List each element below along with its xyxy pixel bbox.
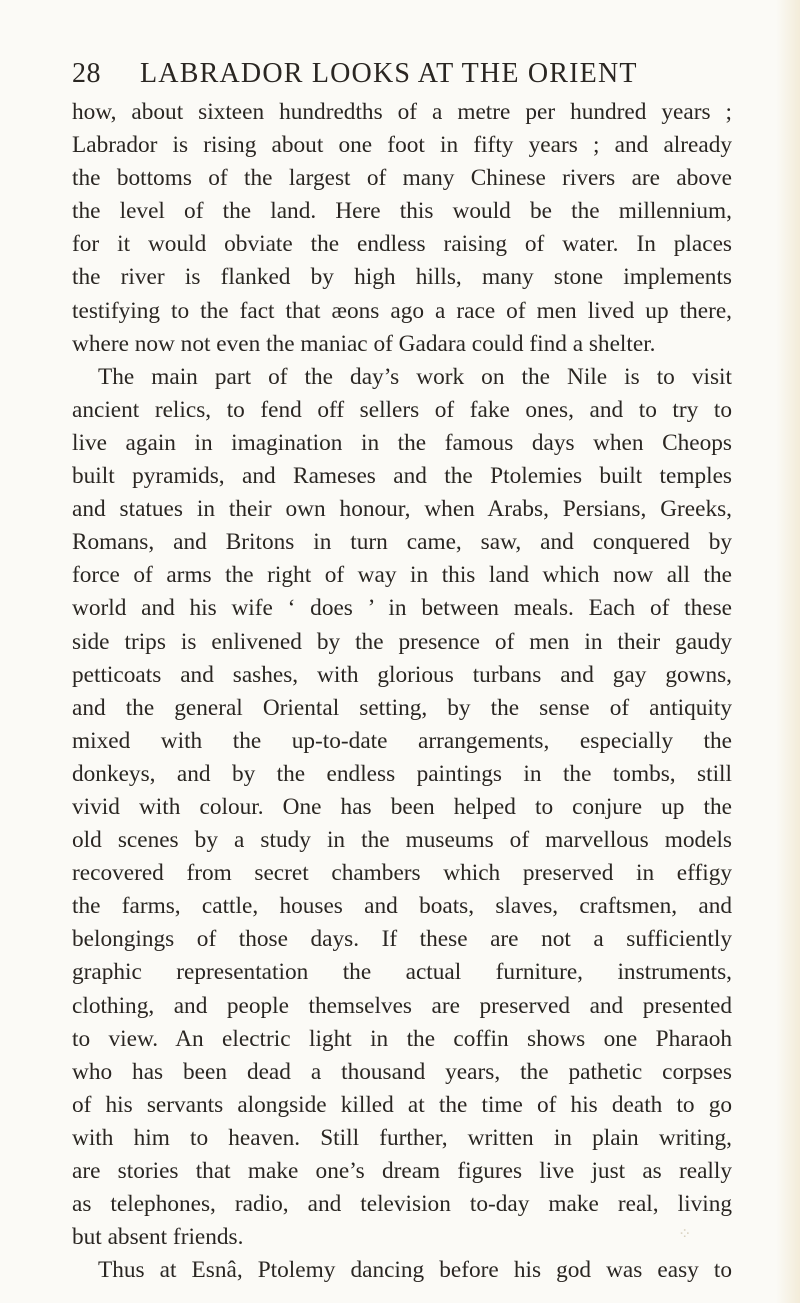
text-line: Labrador is rising about one foot in fifty years ; and already [72,132,732,159]
text-line: the river is flanked by high hills, many stone implements [72,264,732,291]
text-line: where now not even the maniac of Gadara could find a shelter. [72,330,656,357]
text-line: side trips is enlivened by the presence of men in their gaudy [72,628,732,655]
text-line: donkeys, and by the endless paintings in the tombs, still [72,760,732,787]
text-line: Romans, and Britons in turn came, saw, and conquered by [72,529,732,556]
text-line: petticoats and sashes, with glorious turbans and gay gowns, [72,661,732,688]
text-line: belongings of those days. If these are not a sufficiently [72,926,732,953]
text-line: how, about sixteen hundredths of a metre per hundred years ; [72,99,732,125]
text-line: as telephones, radio, and television to-day make real, living [72,1191,732,1218]
body-text [72,96,732,1287]
running-title: LABRADOR LOOKS AT THE ORIENT [140,58,638,89]
text-line: clothing, and people themselves are preserved and presented [72,992,732,1019]
text-line: but absent friends. [72,1224,244,1251]
text-line: Thus at Esnâ, Ptolemy dancing before his god was easy to [98,1257,732,1284]
text-line: the farms, cattle, houses and boats, slaves, craftsmen, and [72,893,732,920]
text-line: the bottoms of the largest of many Chinese rivers are above [72,165,732,192]
text-line: the level of the land. Here this would be the millennium, [72,198,732,225]
text-line: built pyramids, and Rameses and the Ptolemies built temples [72,463,732,490]
text-line: live again in imagination in the famous days when Cheops [72,429,732,456]
text-line: and statues in their own honour, when Arabs, Persians, Greeks, [72,496,732,523]
text-line: of his servants alongside killed at the time of his death to go [72,1091,732,1118]
text-line: testifying to the fact that æons ago a race of men lived up there, [72,297,732,324]
text-line: The main part of the day’s work on the Nile is to visit [98,363,732,390]
print-smudge: ⁘ [678,1226,692,1243]
text-line: who has been dead a thousand years, the pathetic corpses [72,1058,732,1085]
text-line: world and his wife ‘ does ’ in between meals. Each of these [72,595,732,622]
text-line: force of arms the right of way in this land which now all the [72,562,732,589]
text-line: recovered from secret chambers which preserved in effigy [72,860,732,887]
text-line: for it would obviate the endless raising of water. In places [72,231,732,258]
text-line: vivid with colour. One has been helped to conjure up the [72,793,732,820]
text-line: with him to heaven. Still further, written in plain writing, [72,1124,732,1151]
text-line: old scenes by a study in the museums of marvellous models [72,827,732,854]
page-number: 28 [72,58,101,89]
text-line: to view. An electric light in the coffin shows one Pharaoh [72,1025,732,1052]
text-line: are stories that make one’s dream figures live just as really [72,1158,732,1184]
text-line: ancient relics, to fend off sellers of fake ones, and to try to [72,396,732,423]
text-line: and the general Oriental setting, by the sense of antiquity [72,694,732,721]
text-line: graphic representation the actual furniture, instruments, [72,959,732,986]
text-line: mixed with the up-to-date arrangements, especially the [72,727,732,754]
page-header [72,56,732,92]
